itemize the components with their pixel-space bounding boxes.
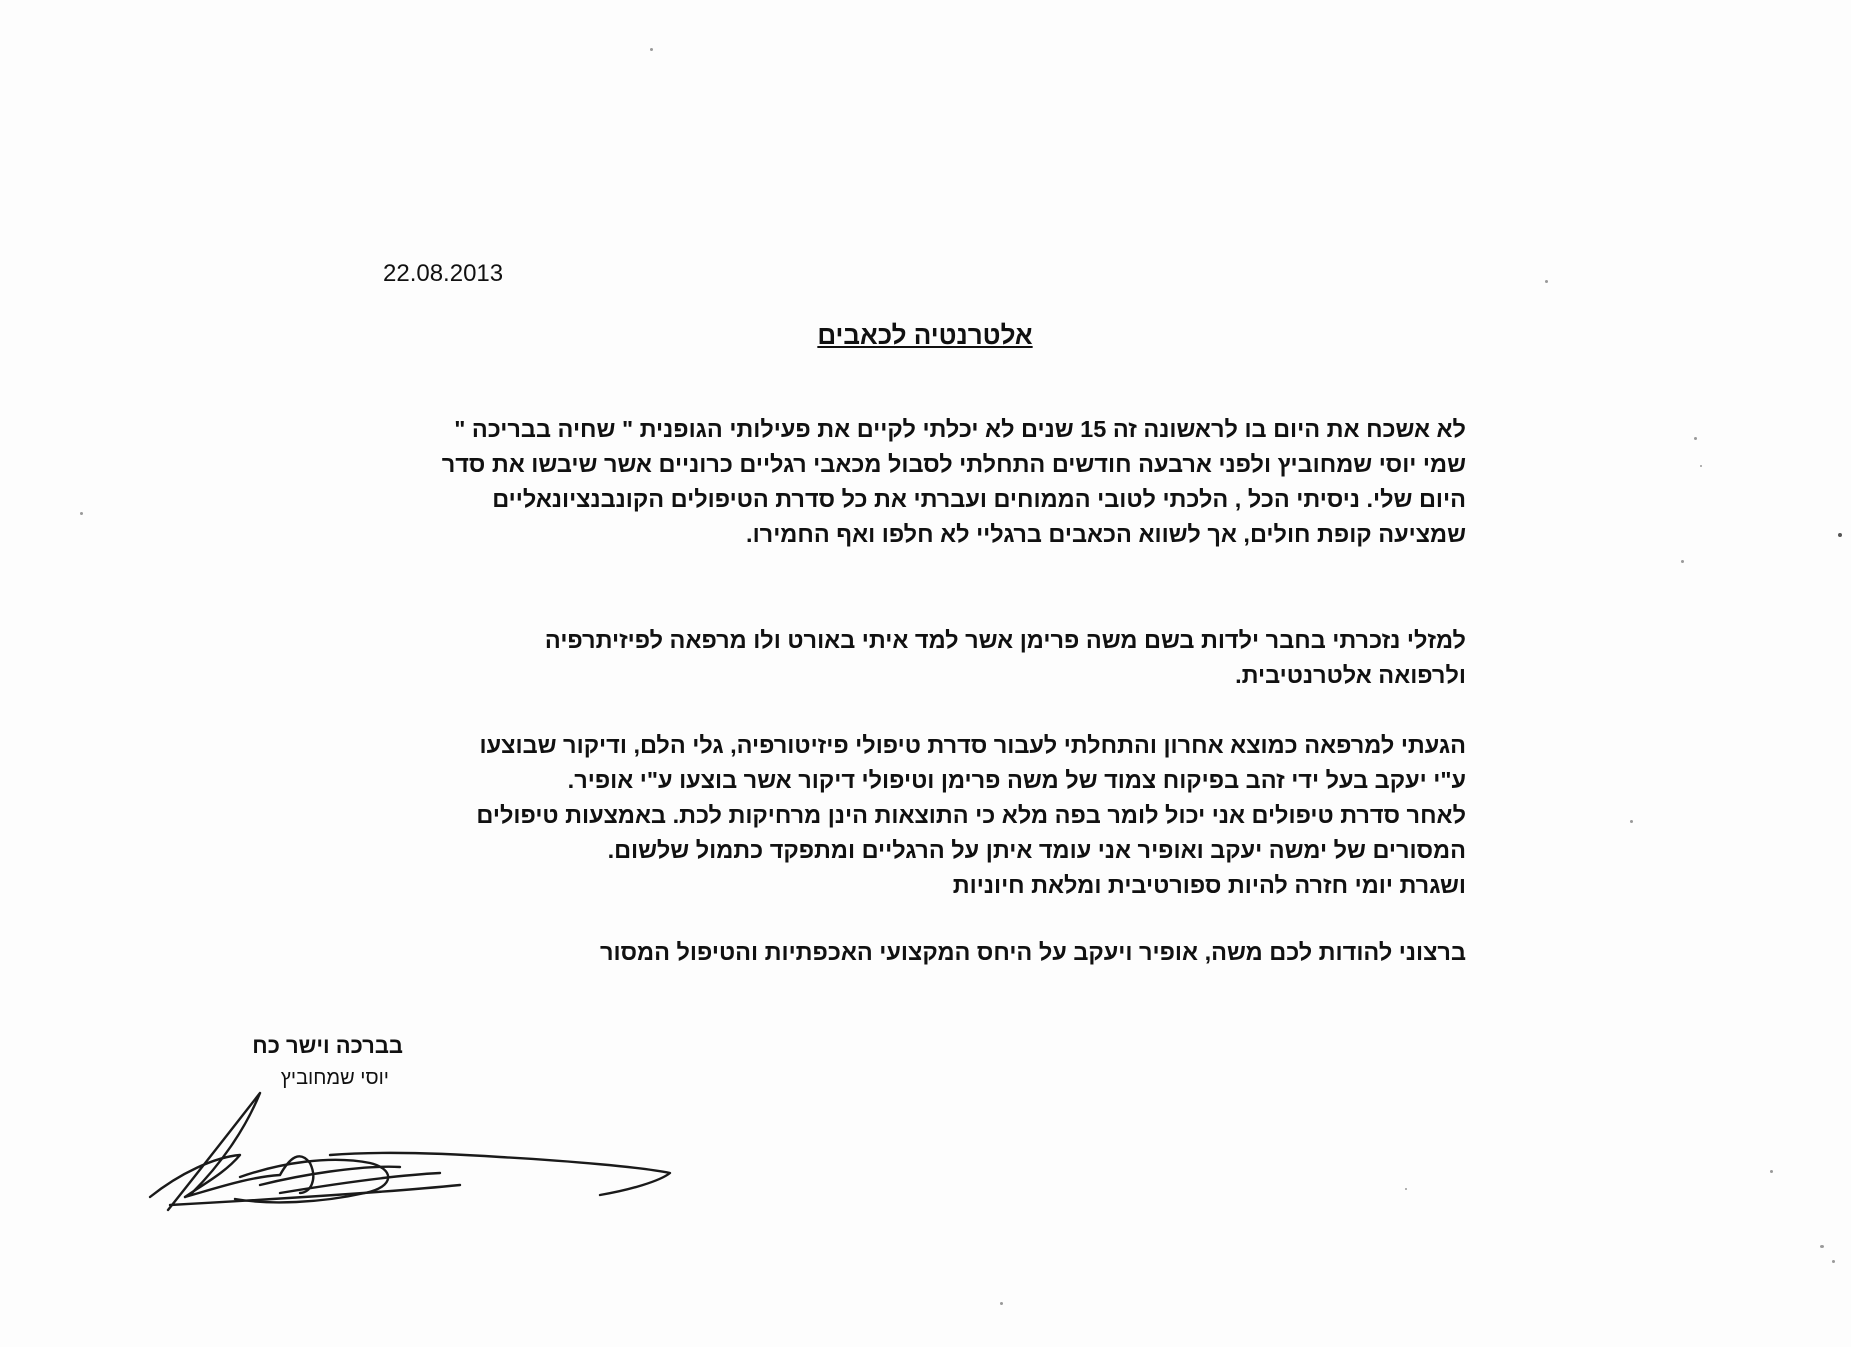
paragraph-line: שמציעה קופת חולים, אך לשווא הכאבים ברגליי לא חלפו ואף החמירו. — [746, 521, 1466, 547]
paragraph-line: ושגרת יומי חזרה להיות ספורטיבית ומלאת חיוניות — [952, 872, 1466, 898]
scan-speck — [1820, 1245, 1824, 1248]
scan-speck — [1770, 1170, 1773, 1173]
scan-speck — [80, 512, 83, 515]
paragraph-line: לא אשכח את היום בו לראשונה זה 15 שנים לא יכלתי לקיים את פעילותי הגופנית " שחיה בבריכה " — [454, 416, 1466, 442]
paragraph-intro — [442, 412, 1466, 552]
paragraph-line: היום שלי. ניסיתי הכל , הלכתי לטובי הממוחים ועברתי את כל סדרת הטיפולים הקונבנציונאליים — [492, 486, 1466, 512]
paragraph-friend — [545, 623, 1466, 693]
scan-speck — [1000, 1302, 1003, 1305]
letter-date: 22.08.2013 — [383, 260, 504, 287]
scan-speck — [1700, 465, 1702, 467]
paragraph-line: ע"י יעקב בעל ידי זהב בפיקוח צמוד של משה פרימן וטיפולי דיקור אשר בוצעו ע"י אופיר. — [567, 767, 1466, 793]
paragraph-thanks — [600, 935, 1466, 970]
scan-speck — [1545, 280, 1548, 283]
signer-name: יוסי שמחוביץ — [280, 1067, 389, 1089]
scan-speck — [1832, 1260, 1835, 1263]
closing-greeting: בברכה וישר כח — [252, 1033, 403, 1058]
scan-speck — [650, 48, 653, 51]
scan-speck — [1630, 820, 1633, 823]
thanks-line: ברצוני להודות לכם משה, אופיר ויעקב על היחס המקצועי האכפתיות והטיפול המסור — [599, 939, 1466, 965]
scan-speck — [1681, 560, 1684, 563]
handwritten-signature — [140, 1085, 680, 1220]
scan-speck — [1838, 533, 1842, 537]
paragraph-line: המסורים של ימשה יעקב ואופיר אני עומד איתן על הרגליים ומתפקד כתמול שלשום. — [607, 837, 1466, 863]
paragraph-line: שמי יוסי שמחוביץ ולפני ארבעה חודשים התחלתי לסבול מכאבי רגליים כרוניים אשר שיבשו את סדר — [441, 451, 1466, 477]
scan-speck — [1694, 437, 1697, 440]
paragraph-treatment — [476, 728, 1466, 903]
paragraph-line: לאחר סדרת טיפולים אני יכול לומר בפה מלא כי התוצאות הינן מרחיקות לכת. באמצעות טיפולים — [476, 802, 1466, 828]
paragraph-line: ולרפואה אלטרנטיבית. — [1235, 662, 1466, 688]
letter-title: אלטרנטיה לכאבים — [817, 320, 1033, 350]
paragraph-line: הגעתי למרפאה כמוצא אחרון והתחלתי לעבור סדרת טיפולי פיזיטורפיה, גלי הלם, ודיקור שבוצעו — [479, 732, 1466, 758]
scan-speck — [1405, 1188, 1407, 1190]
paragraph-line: למזלי נזכרתי בחבר ילדות בשם משה פרימן אשר למד איתי באורט ולו מרפאה לפיזיתרפיה — [544, 627, 1466, 653]
